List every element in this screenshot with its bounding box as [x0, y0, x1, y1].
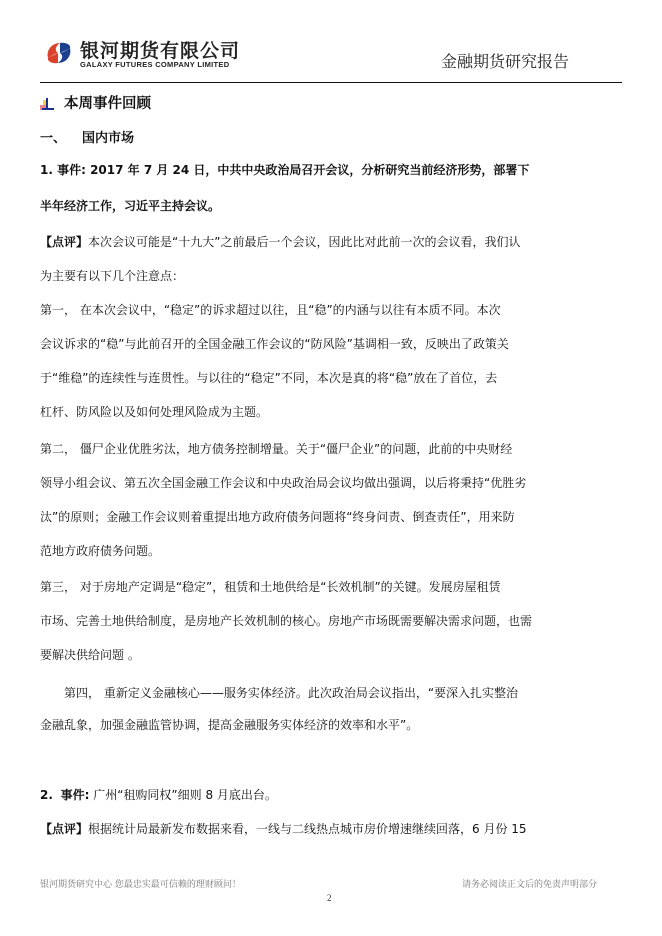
section-title: 本周事件回顾 [64, 96, 151, 112]
event2-label: 事件: [60, 788, 90, 802]
company-name-cn: 银河期货有限公司 [80, 40, 241, 62]
subsection-number: 一、 [40, 131, 67, 146]
pin-icon [40, 98, 54, 112]
company-name-en: GALAXY FUTURES COMPANY LIMITED [80, 60, 230, 69]
header-divider [40, 82, 622, 83]
point3-line: 第三， 对于房地产定调是“稳定”，租赁和土地供给是“长效机制”的关键。发展房屋租赁 [40, 580, 501, 594]
comment-text: 根据统计局最新发布数据来看，一线与二线热点城市房价增速继续回落，6 月份 15 [88, 822, 527, 836]
subsection-heading [40, 127, 134, 146]
event2-number: 2. [40, 788, 53, 802]
point3-line: 要解决供给问题 。 [40, 648, 140, 662]
point1-line: 杠杆、防风险以及如何处理风险成为主题。 [40, 405, 269, 419]
point1-line: 于“维稳”的连续性与连贯性。与以往的“稳定”不同，本次是真的将“稳”放在了首位，去 [40, 371, 498, 385]
point3-line: 市场、完善土地供给制度，是房地产长效机制的核心。房地产市场既需要解决需求问题，也需 [40, 614, 533, 628]
comment-tag: 【点评】 [40, 822, 89, 836]
subsection-title: 国内市场 [82, 131, 135, 146]
point2-line: 汰”的原则；金融工作会议则着重提出地方政府债务问题将“终身问责、倒查责任”，用来防 [40, 510, 515, 524]
comment-tag: 【点评】 [40, 235, 89, 249]
event1-comment-line2: 为主要有以下几个注意点： [40, 269, 185, 283]
footer-slogan: 银河期货研究中心 您最忠实最可信赖的理财顾问！ [40, 880, 241, 890]
page-header [0, 0, 662, 90]
event1-heading-line2: 半年经济工作，习近平主持会议。 [40, 199, 221, 213]
event1-heading-line1: 1. 事件: 2017 年 7 月 24 日，中共中央政治局召开会议，分析研究当前经济形势，部署下 [40, 163, 530, 177]
galaxy-logo-icon [44, 38, 74, 68]
point4-line: 金融乱象，加强金融监管协调，提高金融服务实体经济的效率和水平”。 [40, 718, 419, 732]
page-number: 2 [327, 893, 332, 903]
event1-comment-line1 [40, 234, 520, 250]
event2-comment-line1 [40, 821, 527, 837]
footer-disclaimer: 请务必阅读正文后的免责声明部分 [462, 880, 598, 890]
point2-line: 范地方政府债务问题。 [40, 544, 161, 558]
point2-line: 第二， 僵尸企业优胜劣汰，地方债务控制增量。关于“僵尸企业”的问题，此前的中央财经 [40, 442, 513, 456]
point2-line: 领导小组会议、第五次全国金融工作会议和中央政治局会议均做出强调，以后将秉持“优胜劣 [40, 476, 527, 490]
event2-heading [40, 787, 277, 803]
comment-text: 本次会议可能是“十九大”之前最后一个会议，因此比对此前一次的会议看，我们认 [88, 235, 521, 249]
report-title: 金融期货研究报告 [441, 52, 570, 71]
point1-line: 第一， 在本次会议中，“稳定”的诉求超过以往，且“稳”的内涵与以往有本质不同。本次 [40, 303, 501, 317]
point4-line: 第四， 重新定义金融核心——服务实体经济。此次政治局会议指出，“要深入扎实整治 [64, 686, 519, 700]
point1-line: 会议诉求的“稳”与此前召开的全国金融工作会议的“防风险”基调相一致，反映出了政策关 [40, 337, 509, 351]
event2-text: 广州“租购同权”细则 8 月底出台。 [89, 788, 277, 802]
